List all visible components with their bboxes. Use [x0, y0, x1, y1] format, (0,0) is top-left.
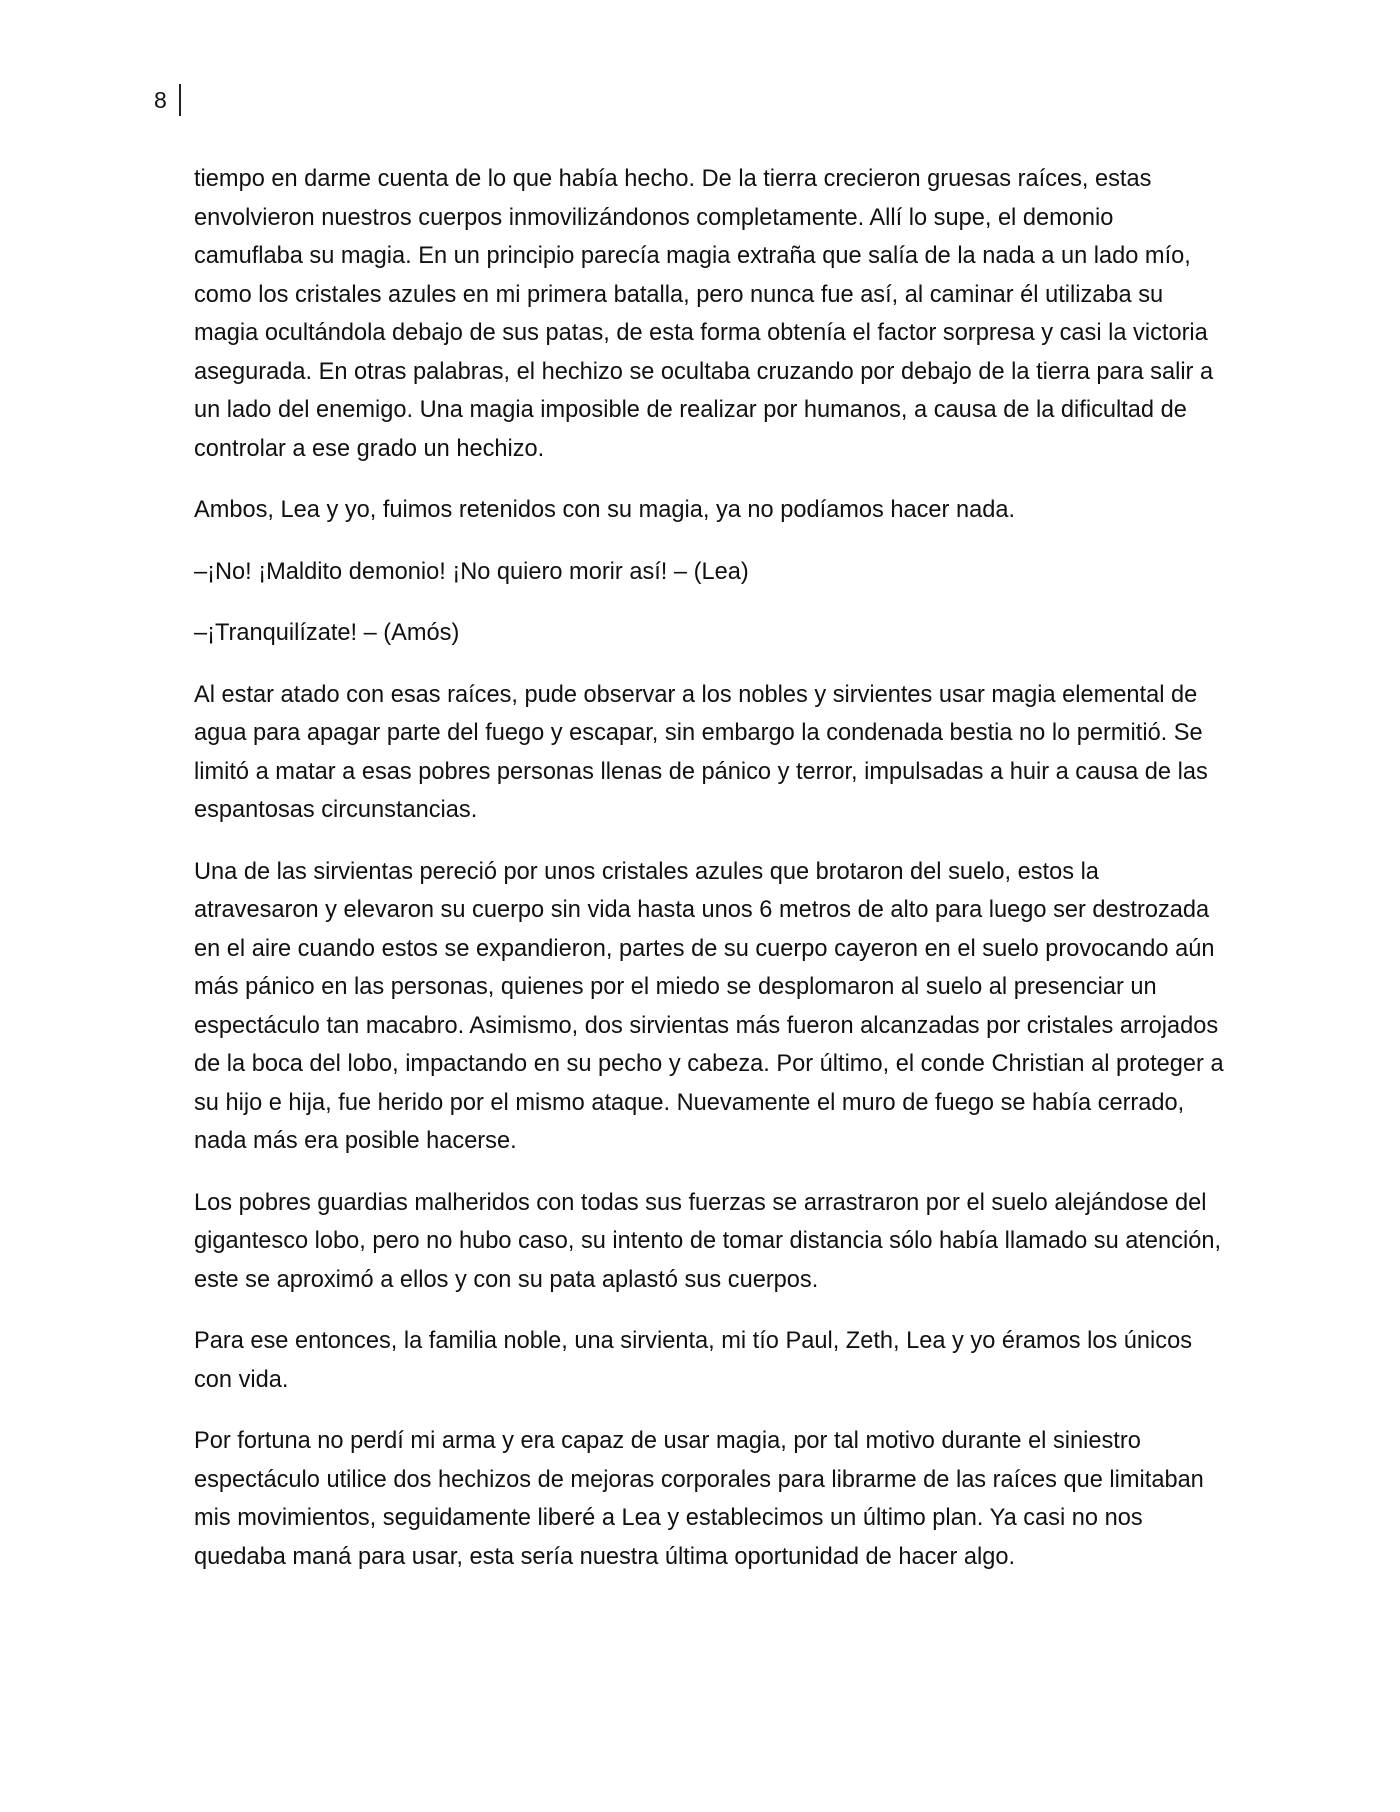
- header-divider: [179, 84, 181, 116]
- paragraph: Una de las sirvientas pereció por unos cristales azules que brotaron del suelo, estos la atravesaron y elevaron su cuerpo sin vida hasta unos 6 metros de alto para luego ser destrozada en el aire cuando estos se expandieron, partes de su cuerpo cayeron en el suelo provocando aún más pánico en las personas, quienes por el miedo se desplomaron al suelo al presenciar un espectáculo tan macabro. Asimismo, dos sirvientas más fueron alcanzadas por cristales arrojados de la boca del lobo, impactando en su pecho y cabeza. Por último, el conde Christian al proteger a su hijo e hija, fue herido por el mismo ataque. Nuevamente el muro de fuego se había cerrado, nada más era posible hacerse.: [194, 858, 1224, 1154]
- paragraph: Para ese entonces, la familia noble, una sirvienta, mi tío Paul, Zeth, Lea y yo éramos los únicos con vida.: [194, 1328, 1193, 1393]
- body-text: [194, 160, 1224, 1599]
- dialogue-line: –¡No! ¡Maldito demonio! ¡No quiero morir así! – (Lea): [194, 558, 749, 585]
- paragraph: tiempo en darme cuenta de lo que había hecho. De la tierra crecieron gruesas raíces, estas envolvieron nuestros cuerpos inmovilizándonos completamente. Allí lo supe, el demonio camuflaba su magia. En un principio parecía magia extraña que salía de la nada a un lado mío, como los cristales azules en mi primera batalla, pero nunca fue así, al caminar él utilizaba su magia ocultándola debajo de sus patas, de esta forma obtenía el factor sorpresa y casi la victoria asegurada. En otras palabras, el hechizo se ocultaba cruzando por debajo de la tierra para salir a un lado del enemigo. Una magia imposible de realizar por humanos, a causa de la dificultad de controlar a ese grado un hechizo.: [194, 166, 1214, 462]
- dialogue-line: –¡Tranquilízate! – (Amós): [194, 620, 460, 646]
- page-header: [154, 84, 181, 116]
- paragraph: Ambos, Lea y yo, fuimos retenidos con su magia, ya no podíamos hacer nada.: [194, 497, 1016, 523]
- paragraph: Los pobres guardias malheridos con todas sus fuerzas se arrastraron por el suelo alejándose del gigantesco lobo, pero no hubo caso, su intento de tomar distancia sólo había llamado su atención, este se aproximó a ellos y con su pata aplastó sus cuerpos.: [194, 1189, 1222, 1293]
- page-number: 8: [154, 87, 167, 113]
- paragraph: Por fortuna no perdí mi arma y era capaz de usar magia, por tal motivo durante el siniestro espectáculo utilice dos hechizos de mejoras corporales para librarme de las raíces que limitaban mis movimientos, seguidamente liberé a Lea y establecimos un último plan. Ya casi no nos quedaba maná para usar, esta sería nuestra última oportunidad de hacer algo.: [194, 1428, 1204, 1570]
- paragraph: Al estar atado con esas raíces, pude observar a los nobles y sirvientes usar magia elemental de agua para apagar parte del fuego y escapar, sin embargo la condenada bestia no lo permitió. Se limitó a matar a esas pobres personas llenas de pánico y terror, impulsadas a huir a causa de las espantosas circunstancias.: [194, 681, 1208, 823]
